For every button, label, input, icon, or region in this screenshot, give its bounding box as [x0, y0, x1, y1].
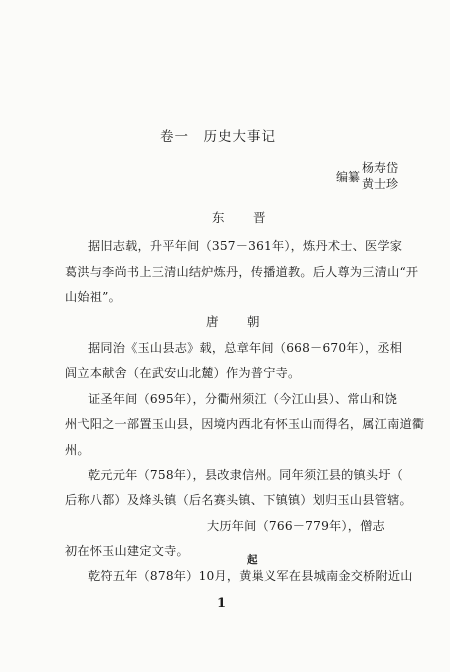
compiler-name: 杨寿岱: [362, 161, 399, 175]
paragraph-line: 据旧志载，升平年间（357－361年），炼丹术士、医学家: [88, 239, 403, 253]
page-title: 卷一 历史大事记: [160, 129, 276, 145]
handwritten-annotation: 起: [247, 554, 258, 566]
paragraph-line: 葛洪与李尚书上三清山结炉炼丹，传播道教。后人尊为三清山“开: [65, 265, 419, 279]
paragraph-line: 州弋阳之一部置玉山县，因境内西北有怀玉山而得名，属江南道衢: [65, 417, 425, 431]
paragraph-line: 后称八都）及烽头镇（后名赛头镇、下镇镇）划归玉山县管辖。: [65, 493, 412, 507]
paragraph-line: 乾符五年（878年）10月，黄巢义军在县城南金交桥附近山: [88, 569, 413, 583]
paragraph-line: 乾元元年（758年），县改隶信州。同年须江县的镇头圩（: [88, 468, 404, 482]
section-heading-tang: 唐 朝: [206, 314, 268, 329]
paragraph-line: 闾立本献舍（在武安山北麓）作为普宁寺。: [65, 366, 301, 380]
page-number: 1: [217, 596, 227, 611]
paragraph-line: 大历年间（766－779年），僧志: [207, 519, 385, 533]
paragraph-line: 证圣年间（695年），分衢州须江（今江山县）、常山和饶: [88, 392, 397, 406]
paragraph-line: 山始祖”。: [65, 290, 121, 304]
compiler-name: 黄士珍: [362, 177, 399, 191]
paragraph-line: 据同治《玉山县志》载，总章年间（668－670年），丞相: [88, 341, 403, 355]
section-heading-dongjin: 东 晋: [212, 210, 274, 225]
compile-label: 编纂: [336, 170, 361, 184]
paragraph-line: 州。: [65, 443, 90, 457]
paragraph-line: 初在怀玉山建定文寺。: [65, 544, 189, 558]
